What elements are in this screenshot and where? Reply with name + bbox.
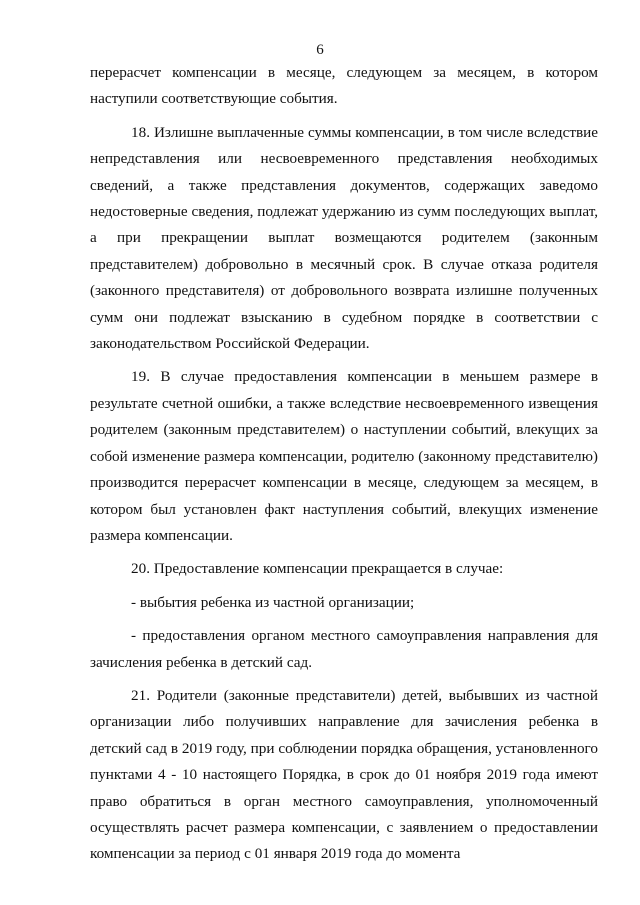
paragraph-item-18: 18. Излишне выплаченные суммы компенсации, в том числе вследствие непредставления или несвоевременного представления необходимых сведений, а также представления документов, содержащих заведомо недостоверные сведения, подлежат удержанию из сумм последующих выплат, а при прекращении выплат возмещаются родителем (законным представителем) добровольно в месячный срок. В случае отказа родителя (законного представителя) от добровольного возврата излишне полученных сумм они подлежат взысканию в судебном порядке в соответствии с законодательством Российской Федерации. [90,123,598,353]
page-number: 6 [316,42,324,58]
paragraph-item-19: 19. В случае предоставления компенсации в меньшем размере в результате счетной ошибки, а также вследствие несвоевременного извещения родителем (законным представителем) о наступлении событий, влекущих за собой изменение размера компенсации, родителю (законному представителю) производится перерасчет компенсации в месяце, следующем за месяцем, в котором был установлен факт наступления событий, влекущих изменение размера компенсации. [90,368,598,544]
paragraph-item-21: 21. Родители (законные представители) детей, выбывших из частной организации либо получивших направление для зачисления ребенка в детский сад в 2019 году, при соблюдении порядка обращения, установленного пунктами 4 - 10 настоящего Порядка, в срок до 01 ноября 2019 года имеют право обратиться в орган местного самоуправления, уполномоченный осуществлять расчет размера компенсации, с заявлением о предоставлении компенсации за период с 01 января 2019 года до момента [90,686,598,863]
paragraph-item-20: 20. Предоставление компенсации прекращается в случае: [131,560,504,578]
list-item-dash-1: - выбытия ребенка из частной организации; [131,593,415,611]
document-body [90,60,598,875]
paragraph-continuation: перерасчет компенсации в месяце, следующем за месяцем, в котором наступили соответствующие события. [90,64,598,108]
list-item-dash-2: - предоставления органом местного самоуправления направления для зачисления ребенка в детский сад. [90,627,598,671]
